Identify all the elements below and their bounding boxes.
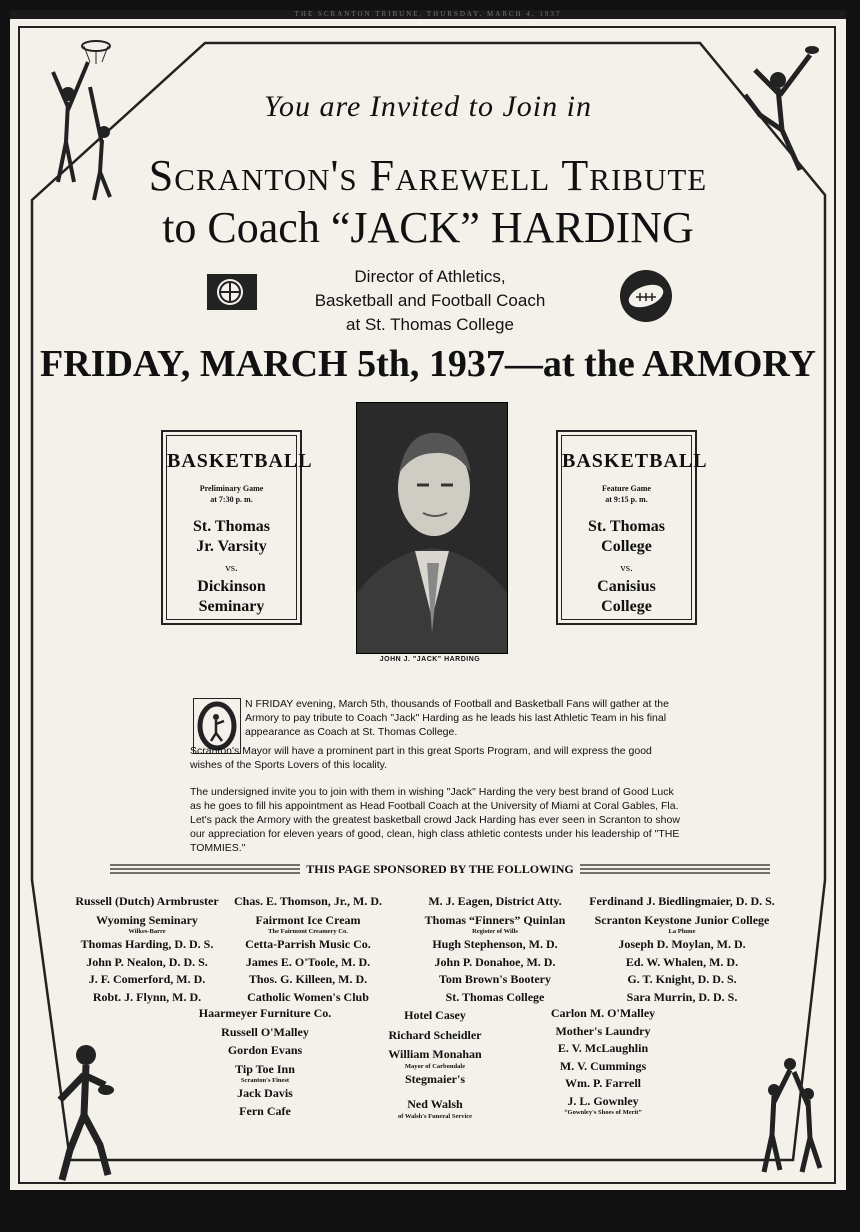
sponsor-column: [72, 894, 222, 1005]
sponsor-name: Ferdinand J. Biedlingmaier, D. D. S.: [589, 894, 775, 908]
sponsor-name: St. Thomas College: [445, 989, 545, 1004]
paragraph-line: N FRIDAY evening, March 5th, thousands of Football and Basketball Fans will gather at the: [245, 698, 669, 710]
sponsor-name: Haarmeyer Furniture Co.: [198, 1006, 332, 1020]
paragraph-line: appearance as Coach at St. Thomas College.: [245, 726, 458, 738]
director-line: at St. Thomas College: [346, 315, 514, 334]
sponsor-name: John P. Donahoe, M. D.: [434, 954, 556, 969]
team-name: Jr. Varsity: [196, 538, 267, 555]
sponsor-name: Wyoming Seminary: [96, 912, 198, 927]
sponsor-subtitle: Scranton's Finest: [240, 1077, 290, 1084]
director-line: Director of Athletics,: [354, 267, 506, 286]
sponsor-name: Mother's Laundry: [555, 1023, 651, 1038]
sponsor-name: Thos. G. Killeen, M. D.: [248, 972, 368, 986]
sponsor-name: J. L. Gownley: [567, 1093, 639, 1108]
sponsor-name: Ned Walsh: [407, 1097, 463, 1111]
mayor-paragraph: Scranton's Mayor will have a prominent part in this great Sports Program, and will express the good wishes of the Sports Lovers of this locality.: [190, 745, 652, 771]
sponsor-name: Russell O'Malley: [221, 1024, 309, 1039]
masthead: THE SCRANTON TRIBUNE, THURSDAY, MARCH 4, 1937: [10, 10, 846, 19]
sponsor-column: [228, 894, 388, 1005]
sponsor-column: [370, 1008, 500, 1122]
sponsor-name: Wm. P. Farrell: [565, 1076, 641, 1090]
sponsor-name: Carlon M. O'Malley: [550, 1006, 656, 1020]
game-type: Preliminary Game: [199, 484, 264, 493]
team-name: College: [601, 538, 652, 555]
sponsor-name: Tip Toe Inn: [235, 1061, 295, 1076]
sponsor-name: M. V. Cummings: [559, 1058, 647, 1073]
game-time: at 9:15 p. m.: [605, 495, 648, 504]
sponsor-name: Jack Davis: [237, 1086, 293, 1100]
sponsor-name: Fern Cafe: [239, 1103, 291, 1118]
sponsor-name: Richard Scheidler: [388, 1027, 482, 1042]
photo-caption: JOHN J. "JACK" HARDING: [379, 656, 481, 663]
sponsor-subtitle: Register of Wills: [472, 928, 518, 935]
game-heading: BASKETBALL: [167, 450, 313, 472]
newspaper-page: [10, 10, 846, 1190]
sponsor-subtitle: of Walsh's Funeral Service: [397, 1112, 473, 1120]
event-date: FRIDAY, MARCH 5th, 1937—at the ARMORY: [40, 343, 816, 385]
sponsor-subtitle: “Gownley's Shoes of Merit”: [564, 1109, 642, 1116]
page-title: Scranton's Farewell Tribute: [148, 151, 708, 200]
sponsor-subtitle: Mayor of Carbondale: [404, 1062, 466, 1070]
sponsor-name: Scranton Keystone Junior College: [594, 912, 770, 927]
team-name: St. Thomas: [587, 518, 666, 535]
team-name: St. Thomas: [192, 518, 271, 535]
sponsor-name: J. F. Comerford, M. D.: [88, 972, 206, 986]
versus: vs.: [620, 562, 633, 574]
game-type: Feature Game: [602, 484, 651, 493]
sponsor-column: [420, 894, 570, 1005]
sponsor-name: Gordon Evans: [227, 1043, 303, 1057]
director-title: [250, 265, 610, 337]
sponsor-name: Tom Brown's Bootery: [438, 972, 551, 986]
team-name: Seminary: [198, 598, 265, 615]
sponsor-name: E. V. McLaughlin: [557, 1041, 649, 1055]
sponsor-name: Thomas “Finners” Quinlan: [424, 912, 566, 927]
team-name: Dickinson: [197, 578, 266, 595]
sponsor-heading: THIS PAGE SPONSORED BY THE FOLLOWING: [300, 862, 580, 876]
sponsor-heading-bar: [110, 862, 770, 876]
sponsor-name: William Monahan: [388, 1047, 482, 1061]
intro-paragraph: [245, 697, 685, 739]
sponsor-subtitle: The Fairmont Creamery Co.: [268, 928, 348, 935]
sponsor-name: G. T. Knight, D. D. S.: [627, 972, 737, 986]
sponsor-name: Joseph D. Moylan, M. D.: [618, 937, 746, 951]
sponsor-name: Ed. W. Whalen, M. D.: [625, 954, 739, 969]
invitation-line: You are Invited to Join in: [264, 90, 592, 123]
page-subtitle: to Coach “JACK” HARDING: [162, 203, 694, 252]
sponsor-name: Fairmont Ice Cream: [255, 912, 361, 927]
sponsor-name: Stegmaier's: [405, 1071, 465, 1086]
versus: vs.: [225, 562, 238, 574]
sponsor-name: Thomas Harding, D. D. S.: [80, 937, 214, 951]
sponsor-name: Cetta-Parrish Music Co.: [245, 937, 371, 951]
sponsor-name: John P. Nealon, D. D. S.: [86, 954, 208, 969]
football-runner-icon: [50, 1040, 130, 1190]
team-name: Canisius: [597, 578, 656, 595]
football-icon: [618, 265, 674, 327]
basketball-players-icon: [750, 1050, 830, 1180]
coach-portrait-photo: [356, 402, 508, 654]
preliminary-game-box: [161, 430, 313, 625]
sponsor-name: Hotel Casey: [404, 1008, 466, 1022]
team-name: College: [601, 598, 652, 615]
director-line: Basketball and Football Coach: [314, 291, 546, 310]
game-time: at 7:30 p. m.: [210, 495, 253, 504]
sponsor-name: Russell (Dutch) Armbruster: [75, 894, 219, 908]
sponsor-column: [190, 1006, 340, 1119]
feature-game-box: [556, 430, 708, 625]
sponsor-column: [528, 1006, 678, 1118]
paragraph-line: Armory to pay tribute to Coach "Jack" Harding as he leads his last Athletic Team in his final: [245, 712, 667, 724]
sponsor-name: M. J. Eagen, District Atty.: [428, 894, 562, 908]
sponsor-name: Robt. J. Flynn, M. D.: [92, 989, 202, 1004]
sponsor-column: [582, 894, 782, 1005]
sponsor-name: Chas. E. Thomson, Jr., M. D.: [233, 894, 383, 908]
sponsor-name: Hugh Stephenson, M. D.: [432, 937, 558, 951]
sponsor-name: James E. O'Toole, M. D.: [245, 954, 371, 969]
sponsor-subtitle: La Plume: [668, 928, 696, 935]
invitation-paragraph: The undersigned invite you to join with them in wishing "Jack" Harding the very best brand of Good Luck as he goes to fill his appointment as Head Football Coach at the University of Miami at Coral Gables, Fla. Let's pack the Armory with the greatest basketball crowd Jack Harding has ever seen in Scranton to show our appreciation for eleven years of good, clean, high class athletic contests under his leadership of "THE TOMMIES.": [190, 786, 680, 854]
sponsor-name: Catholic Women's Club: [247, 989, 369, 1004]
sponsor-name: Sara Murrin, D. D. S.: [626, 989, 738, 1004]
game-heading: BASKETBALL: [562, 450, 708, 472]
sponsor-subtitle: Wilkes-Barre: [128, 928, 166, 935]
